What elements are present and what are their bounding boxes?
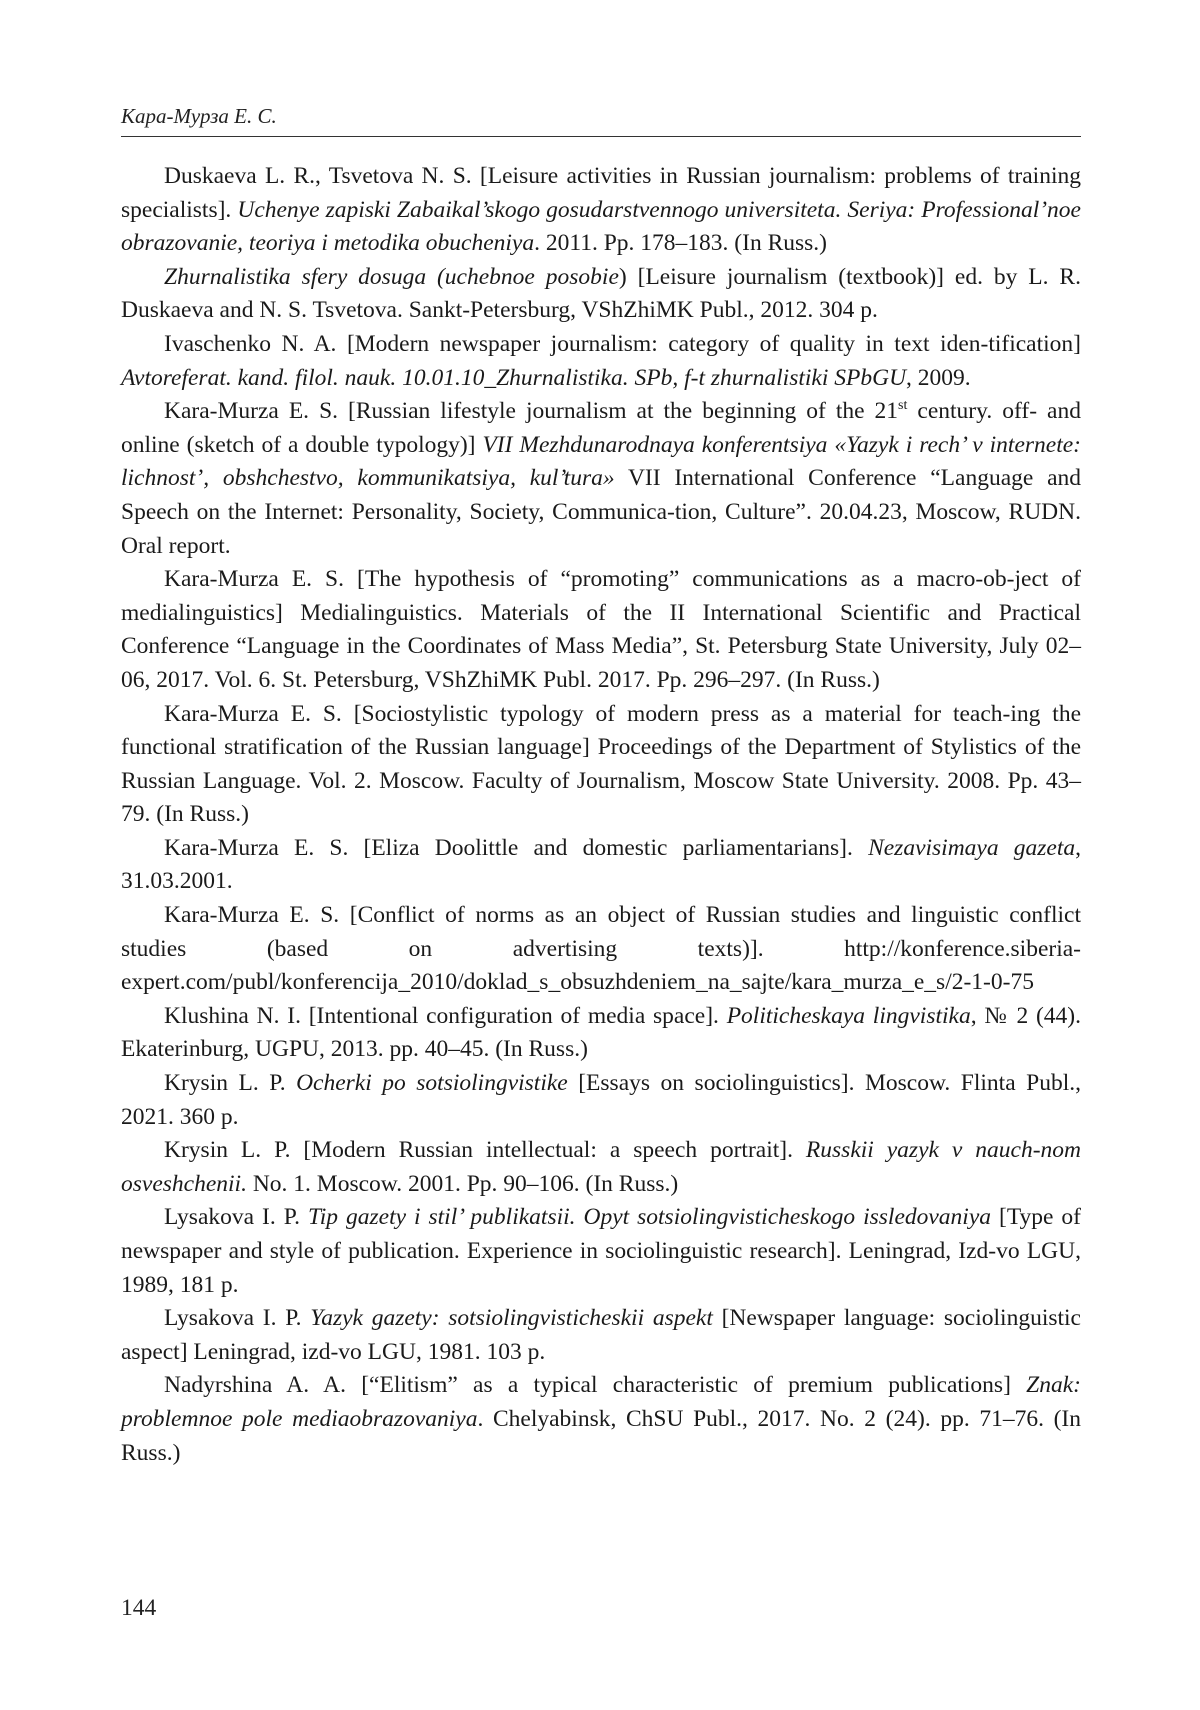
ref-text: Kara-Murza E. S. [The hypothesis of “promoting” communications as a macro-ob-ject of medialinguistics] Medialinguistics. Materials of the II International Scientific and Practical Conference “Language in the Coordinates of Mass Media”, St. Petersburg State University, July 02–06, 2017. Vol. 6. St. Petersburg, VShZhiMK Publ. 2017. Pp. 296–297. (In Russ.) <box>121 566 1081 693</box>
ref-text: Kara-Murza E. S. [Conflict of norms as an object of Russian studies and linguistic conflict studies (based on advertising texts)]. http://konference.siberia-expert.com/publ/konferencija_2010/doklad_s_obsuzhdeniem_na_sajte/kara_murza_e_s/2-1-0-75 <box>121 902 1081 996</box>
ref-text: Lysakova I. P. <box>164 1305 311 1332</box>
ref-text: ) [Leisure journalism (textbook)] ed. by L. R. Duskaeva and N. S. Tsvetova. Sankt-Petersburg, VShZhiMK Publ., 2012. 304 p. <box>121 263 1081 324</box>
reference-entry <box>121 328 1081 395</box>
ref-text: century. off- and online (sketch of a double typology)] <box>121 398 1081 458</box>
ref-text: Duskaeva L. R., Tsvetova N. S. [Leisure activities in Russian journalism: problems of training specialists]. <box>121 163 1081 223</box>
reference-entry <box>121 563 1081 697</box>
ref-italic-title: Politicheskaya lingvistika <box>726 1002 971 1029</box>
ref-text: Krysin L. P. [Modern Russian intellectual: a speech portrait]. <box>164 1137 806 1164</box>
ref-superscript: st <box>898 398 908 414</box>
ref-text: Krysin L. P. <box>164 1070 297 1097</box>
ref-italic-title: Tip gazety i stil’ publikatsii. Opyt sotsiolingvisticheskogo issledovaniya <box>308 1204 992 1231</box>
ref-text: Nadyrshina A. A. [“Elitism” as a typical characteristic of premium publications] <box>164 1372 1027 1399</box>
ref-text: Ivaschenko N. A. [Modern newspaper journalism: category of quality in text iden-tification] <box>164 330 1081 357</box>
ref-italic-title: VII Mezhdunarodnaya konferentsiya «Yazyk i rech’ v internete: lichnost’, obshchestvo, kommunikatsiya, kul’tura» <box>121 431 1081 492</box>
ref-text: Kara-Murza E. S. [Russian lifestyle journalism at the beginning of the 21 <box>164 398 899 425</box>
ref-italic-title: Yazyk gazety: sotsiolingvisticheskii aspekt <box>310 1305 713 1332</box>
reference-entry <box>121 1302 1081 1369</box>
reference-entry <box>121 1369 1081 1470</box>
ref-italic-title: Ocherki po sotsiolingvistike <box>296 1070 568 1097</box>
reference-entry <box>121 1000 1081 1067</box>
reference-entry <box>121 698 1081 832</box>
reference-list <box>121 160 1081 1470</box>
ref-text: VII International Conference “Language and Speech on the Internet: Personality, Society, Communica-tion, Culture”. 20.04.23, Moscow, RUDN. Oral report. <box>121 465 1082 559</box>
ref-italic-title: Znak: problemnoe pole mediaobrazovaniya <box>121 1372 1081 1432</box>
ref-text: [Newspaper language: sociolinguistic aspect] Leningrad, izd-vo LGU, 1981. 103 p. <box>121 1305 1081 1365</box>
ref-text: , № 2 (44). Ekaterinburg, UGPU, 2013. pp. 40–45. (In Russ.) <box>121 1002 1081 1063</box>
ref-italic-title: Uchenye zapiski Zabaikal’skogo gosudarstvennogo universiteta. Seriya: Professional’noe obrazovanie, teoriya i metodika obucheniya <box>121 196 1081 257</box>
ref-text: Lysakova I. P. <box>164 1204 308 1231</box>
ref-text: , 31.03.2001. <box>121 834 1081 895</box>
running-head: Кара-Мурза Е. С. <box>121 104 277 128</box>
ref-text: . 2011. Pp. 178–183. (In Russ.) <box>534 230 827 257</box>
ref-italic-title: Nezavisimaya gazeta <box>868 834 1076 861</box>
ref-text: Kara-Murza E. S. [Sociostylistic typology of modern press as a material for teach-ing the functional stratification of the Russian language] Proceedings of the Department of Stylistics of the Russian Language. Vol. 2. Moscow. Faculty of Journalism, Moscow State University. 2008. Pp. 43–79. (In Russ.) <box>121 700 1081 828</box>
ref-text: , 2009. <box>906 364 971 391</box>
ref-text: Kara-Murza E. S. [Eliza Doolittle and domestic parliamentarians]. <box>164 834 869 861</box>
reference-entry <box>121 1201 1081 1302</box>
reference-entry <box>121 899 1081 1000</box>
reference-entry <box>121 1067 1081 1134</box>
ref-italic-title: Russkii yazyk v nauch-nom osveshchenii. <box>121 1137 1082 1197</box>
reference-entry <box>121 160 1081 261</box>
reference-entry <box>121 261 1081 328</box>
header-rule <box>121 136 1081 137</box>
reference-entry <box>121 395 1081 563</box>
ref-text: [Essays on sociolinguistics]. Moscow. Flinta Publ., 2021. 360 p. <box>121 1070 1081 1130</box>
ref-text: No. 1. Moscow. 2001. Pp. 90–106. (In Russ.) <box>246 1170 679 1197</box>
reference-entry <box>121 1134 1081 1201</box>
ref-text: . Chelyabinsk, ChSU Publ., 2017. No. 2 (24). pp. 71–76. (In Russ.) <box>121 1405 1081 1466</box>
ref-italic-title: Zhurnalistika sfery dosuga (uchebnoe posobie <box>164 263 619 290</box>
ref-italic-title: Avtoreferat. kand. filol. nauk. 10.01.10_Zhurnalistika. SPb, f-t zhurnalistiki SPbGU <box>121 364 907 391</box>
ref-text: Klushina N. I. [Intentional configuration of media space]. <box>164 1002 727 1029</box>
ref-text: [Type of newspaper and style of publication. Experience in sociolinguistic research]. Leningrad, Izd-vo LGU, 1989, 181 p. <box>121 1204 1082 1298</box>
page-number: 144 <box>121 1595 157 1621</box>
reference-entry <box>121 832 1081 899</box>
